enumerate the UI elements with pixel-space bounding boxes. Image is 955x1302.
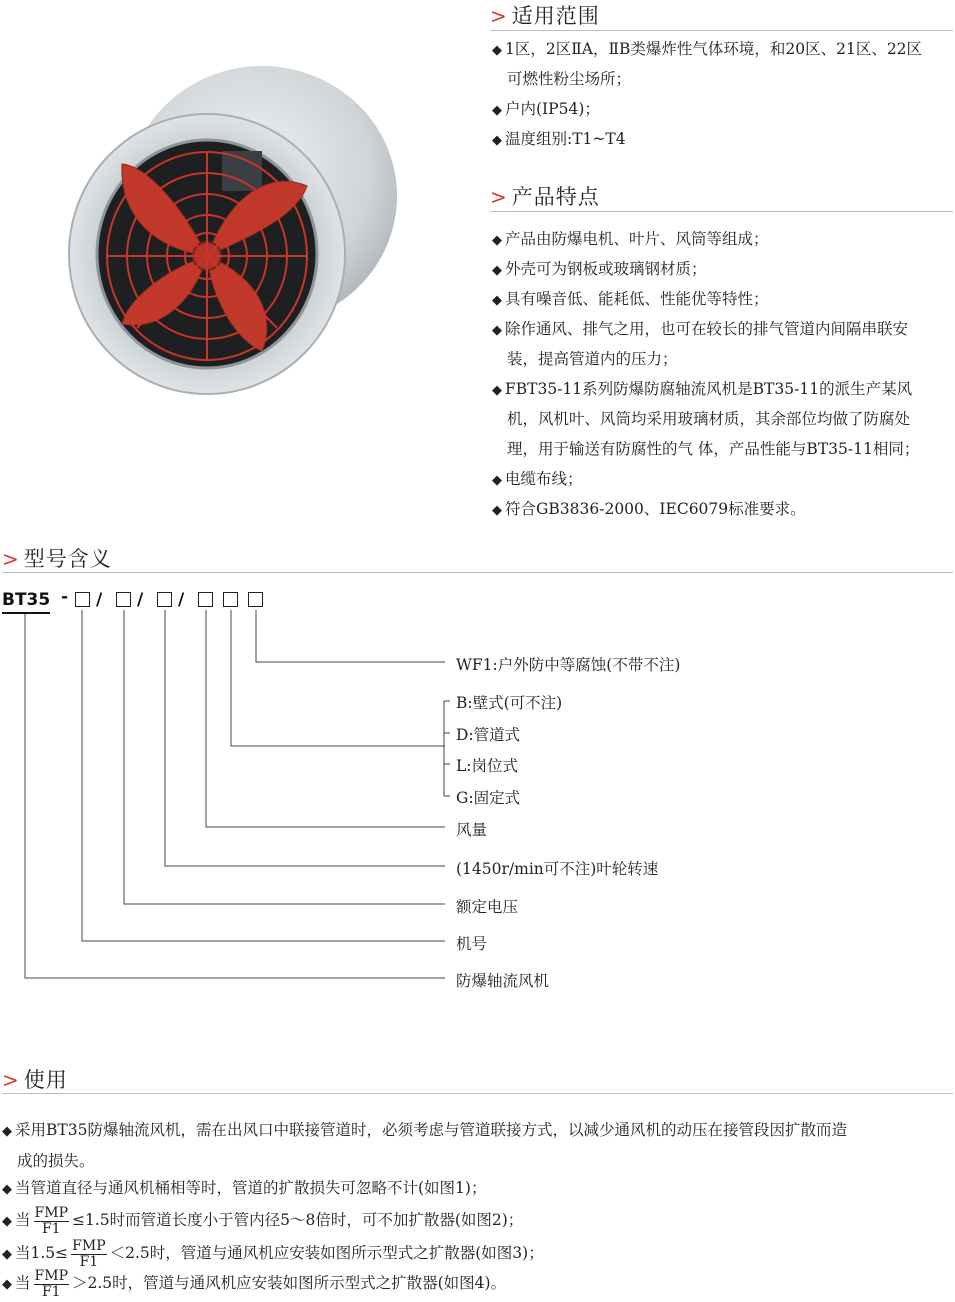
list-item: 机，风机叶、风筒均采用玻璃材质，其余部位均做了防腐处 [507,410,911,428]
list-item: ◆ 当管道直径与通风机桶相等时，管道的扩散损失可忽略不计(如图1)； [2,1179,487,1197]
model-sep: / [96,590,103,610]
label-number: 机号 [456,935,488,953]
list-item: ◆ 采用BT35防爆轴流风机，需在出风口中联接管道时，必须考虑与管道联接方式，以减少通风机的动压在接管段因扩散而造 [2,1121,847,1139]
diamond-bullet-icon: ◆ [2,1277,12,1292]
diamond-bullet-icon: ◆ [492,103,502,118]
model-sep: / [137,590,144,610]
arrow-right-icon: > [490,4,508,28]
list-item: ◆ FBT35-11系列防爆防腐轴流风机是BT35-11的派生产某风 [492,380,913,398]
diamond-bullet-icon: ◆ [492,43,502,58]
fraction-fmp-f1: $\frac{\text{FMP}}{F1}$ [34,1267,68,1300]
list-item: ◆ 1区，2区ⅡA，ⅡB类爆炸性气体环境，和20区、21区、22区 [492,40,923,58]
arrow-right-icon: > [490,185,508,209]
label-corrosion: WF1:户外防中等腐蚀(不带不注) [456,656,681,674]
list-item: ◆ 温度组别:T1~T4 [492,130,626,148]
arrow-right-icon: > [2,547,20,571]
section-title-usage: > 使用 [2,1068,68,1092]
list-item: 装，提高管道内的压力； [507,350,678,368]
diamond-bullet-icon: ◆ [492,293,502,308]
model-code: BT35 [2,590,51,610]
section-title-model: > 型号含义 [2,547,112,571]
list-item: ◆ 当 $\frac{\text{FMP}}{F1}$ ＞2.5时，管道与通风机应安装如图所示型式之扩散器(如图4)。 [2,1267,507,1300]
diamond-bullet-icon: ◆ [492,323,502,338]
list-item: ◆ 具有噪音低、能耗低、性能优等特性； [492,290,769,308]
diamond-bullet-icon: ◆ [492,263,502,278]
list-item: ◆ 当 $\frac{\text{FMP}}{F1}$ ≤1.5时而管道长度小于管内径5～8倍时，可不加扩散器(如图2)； [2,1204,524,1237]
label-speed: (1450r/min可不注)叶轮转速 [456,860,659,878]
divider [2,1093,953,1094]
model-dash: - [61,587,69,607]
model-sep: / [178,590,185,610]
fraction-fmp-f1: $\frac{\text{FMP}}{F1}$ [72,1237,106,1270]
list-item: 可燃性粉尘场所； [507,70,632,88]
label-duct: D:管道式 [456,726,521,744]
list-item: ◆ 除作通风、排气之用，也可在较长的排气管道内间隔串联安 [492,320,909,338]
diamond-bullet-icon: ◆ [2,1247,12,1262]
diamond-bullet-icon: ◆ [492,133,502,148]
list-item: 理，用于输送有防腐性的气 体，产品性能与BT35-11相同； [507,440,920,458]
label-wall: B:壁式(可不注) [456,694,563,712]
section-title-scope: > 适用范围 [490,4,600,28]
list-item: ◆ 符合GB3836-2000、IEC6079标准要求。 [492,500,806,518]
list-item: ◆ 当1.5≤ $\frac{\text{FMP}}{F1}$ ＜2.5时，管道与通风机应安装如图所示型式之扩散器(如图3)； [2,1237,544,1270]
label-voltage: 额定电压 [456,898,519,916]
arrow-right-icon: > [2,1068,20,1092]
label-flow: 风量 [456,821,488,839]
diamond-bullet-icon: ◆ [492,233,502,248]
list-item: 成的损失。 [17,1152,95,1170]
diamond-bullet-icon: ◆ [492,383,502,398]
list-item: ◆ 外壳可为钢板或玻璃钢材质； [492,260,707,278]
list-item: ◆ 电缆布线； [492,470,583,488]
label-name: 防爆轴流风机 [456,972,550,990]
label-fixed: G:固定式 [456,789,521,807]
list-item: ◆ 户内(IP54)； [492,100,600,118]
fraction-fmp-f1: $\frac{\text{FMP}}{F1}$ [34,1204,68,1237]
diamond-bullet-icon: ◆ [492,473,502,488]
diamond-bullet-icon: ◆ [492,503,502,518]
list-item: ◆ 产品由防爆电机、叶片、风筒等组成； [492,230,769,248]
diamond-bullet-icon: ◆ [2,1182,12,1197]
section-title-features: > 产品特点 [490,185,600,209]
diamond-bullet-icon: ◆ [2,1124,12,1139]
label-post: L:岗位式 [456,757,519,775]
diamond-bullet-icon: ◆ [2,1214,12,1229]
